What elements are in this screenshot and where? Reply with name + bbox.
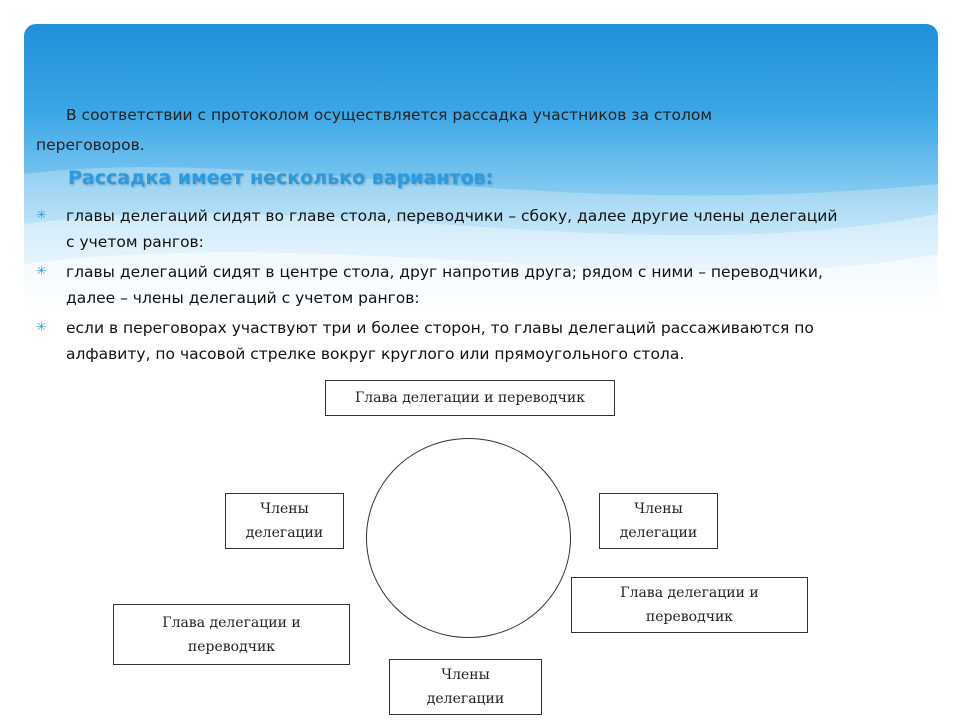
bullet-line: главы делегаций сидят во главе стола, переводчики – сбоку, далее другие члены делегаций <box>66 207 838 225</box>
bullet-line: главы делегаций сидят в центре стола, друг напротив друга; рядом с ними – переводчики, <box>66 263 823 281</box>
bullet-list <box>36 203 936 371</box>
bullet-line: если в переговорах участвуют три и более сторон, то главы делегаций рассаживаются по <box>66 319 814 337</box>
intro-line-1: В соответствии с протоколом осуществляется рассадка участников за столом <box>66 106 713 124</box>
bottom-members-l1: Члены <box>441 667 490 683</box>
left-head-l2: переводчик <box>187 638 276 655</box>
bullet-line: алфавиту, по часовой стрелке вокруг круглого или прямоугольного стола. <box>66 345 685 363</box>
list-item <box>36 259 936 311</box>
list-item <box>36 203 936 255</box>
asterisk-bullet-icon: ✳ <box>36 264 47 279</box>
left-members-l1: Члены <box>260 501 309 517</box>
bottom-members-box <box>389 659 542 715</box>
intro-paragraph <box>36 100 836 160</box>
asterisk-bullet-icon: ✳ <box>36 208 47 223</box>
left-members-box <box>225 493 344 549</box>
intro-line-2: переговоров. <box>36 136 145 154</box>
list-item <box>36 315 936 367</box>
top-head-box <box>325 380 615 416</box>
asterisk-bullet-icon: ✳ <box>36 320 47 335</box>
left-members-l2: делегации <box>245 525 324 541</box>
bullet-line: далее – члены делегаций с учетом рангов: <box>66 289 420 307</box>
right-head-l1: Глава делегации и <box>620 585 759 601</box>
right-members-box <box>599 493 718 549</box>
round-table <box>366 438 571 638</box>
right-head-l2: переводчик <box>645 609 734 625</box>
left-head-box <box>113 604 350 665</box>
right-members-l1: Члены <box>634 501 683 517</box>
left-head-l1: Глава делегации и <box>162 614 301 631</box>
bullet-line: с учетом рангов: <box>66 233 204 251</box>
bottom-members-l2: делегации <box>426 691 505 707</box>
subtitle: Рассадка имеет несколько вариантов: <box>68 167 494 189</box>
top-head-label: Глава делегации и переводчик <box>355 390 585 406</box>
right-head-box <box>571 577 808 633</box>
right-members-l2: делегации <box>619 525 698 541</box>
